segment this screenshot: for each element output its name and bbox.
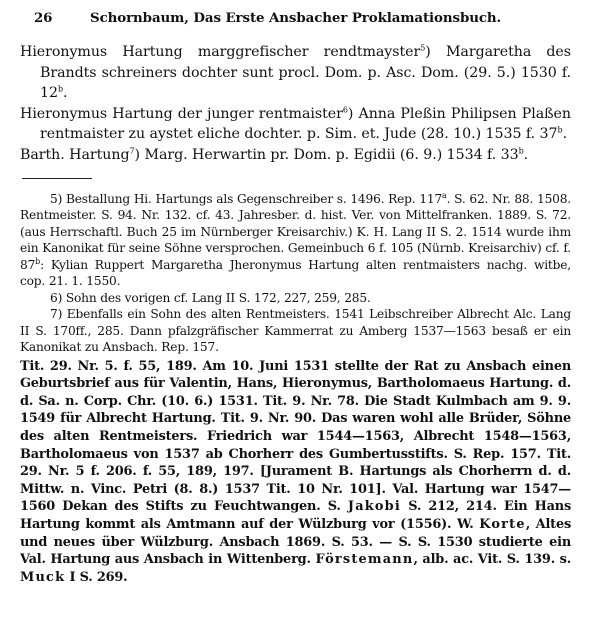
author-name: Muck bbox=[20, 569, 66, 585]
author-name: Korte bbox=[479, 516, 526, 532]
footnote-5: 5) Bestallung Hi. Hartungs als Gegenschreiber s. 1496. Rep. 117$^a$. S. 62. Nr. 88. 1508. Rentmeister. S. 94. Nr. 132. cf. 43. Jahresber. d. hist. Ver. von Mittelfranken. 1889. S. 72. (aus Herrschaftl. Buch 25 im Nürnberger Kreisarchiv.) K. H. Lang II S. 2. 1514 wurde ihm ein Kanonikat für seine Söhne versprochen. Gemeinbuch 6 f. 105 (Nürnb. Kreisarchiv) cf. f. 87$^b$: Kylian Ruppert Margaretha Jheronymus Hartung alten rentmaisters nachg. witbe, cop. 21. 1. 1550. bbox=[20, 190, 571, 289]
footnotes bbox=[20, 191, 571, 356]
footnote-continuation: Tit. 29. Nr. 5. f. 55, 189. Am 10. Juni 1531 stellte der Rat zu Ansbach einen Geburtsbrief aus für Valentin, Hans, Hieronymus, Bartholomaeus Hartung. d. d. Sa. n. Corp. Chr. (10. 6.) 1531. Tit. 9. Nr. 78. Die Stadt Kulmbach am 9. 9. 1549 für Albrecht Hartung. Tit. 9. Nr. 90. Das waren wohl alle Brüder, Söhne des alten Rentmeisters. Friedrich war 1544—1563, Albrecht 1548—1563, Bartholomaeus von 1537 ab Chorherr des Gumbertusstifts. S. Rep. 157. Tit. 29. Nr. 5 f. 206. f. 55, 189, 197. [Jurament B. Hartungs als Chorherrn d. d. Mittw. n. Vinc. Petri (8. 8.) 1537 Tit. 10 Nr. 101]. Val. Hartung war 1547—1560 Dekan des Stifts zu Feuchtwangen. S. Jakobi S. 212, 214. Ein Hans Hartung kommt als Amtmann auf der Wülzburg vor (1556). W. Korte, Altes und neues über Wülzburg. Ansbach 1869. S. 53. — S. S. 1530 studierte ein Val. Hartung aus Ansbach in Wittenberg. Förstemann, alb. ac. Vit. S. 139. s. Muck I S. 269. bbox=[20, 358, 572, 585]
entry-3: Barth. Hartung$^7$) Marg. Herwartin pr. Dom. p. Egidii (6. 9.) 1534 f. 33$^b$. bbox=[20, 146, 529, 163]
entry-1: Hieronymus Hartung marggrefischer rendtmayster$^5$) Margaretha des Brandts schreiners dochter sunt procl. Dom. p. Asc. Dom. (29. 5.) 1530 f. 12$^b$. bbox=[20, 43, 572, 102]
footnote-ref: 6 bbox=[342, 105, 348, 115]
footnote-7: 7) Ebenfalls ein Sohn des alten Rentmeisters. 1541 Leibschreiber Albrecht Alc. Lang II S. 170ff., 285. Dann pfalzgräfischer Kammerrat zu Amberg 1537—1563 besaß er ein Kanonikat zu Ansbach. Rep. 157. bbox=[20, 307, 571, 355]
footnote-ref: 7 bbox=[129, 146, 135, 156]
footnote-ref: 5 bbox=[420, 43, 426, 53]
running-header bbox=[22, 10, 571, 32]
author-name: Jakobi bbox=[347, 499, 401, 515]
footnote-6: 6) Sohn des vorigen cf. Lang II S. 172, 227, 259, 285. bbox=[50, 290, 371, 305]
author-name: Förstemann bbox=[315, 552, 414, 568]
proclamation-entries bbox=[20, 42, 571, 166]
entry-2: Hieronymus Hartung der junger rentmaister$^6$) Anna Pleßin Philipsen Plaßen rentmaister zu aystet eliche dochter. p. Sim. et. Jude (28. 10.) 1535 f. 37$^b$. bbox=[20, 105, 571, 143]
page-number: 26 bbox=[34, 10, 53, 26]
footnote-divider bbox=[22, 178, 92, 179]
running-title: Schornbaum, Das Erste Ansbacher Proklamationsbuch. bbox=[90, 10, 502, 26]
